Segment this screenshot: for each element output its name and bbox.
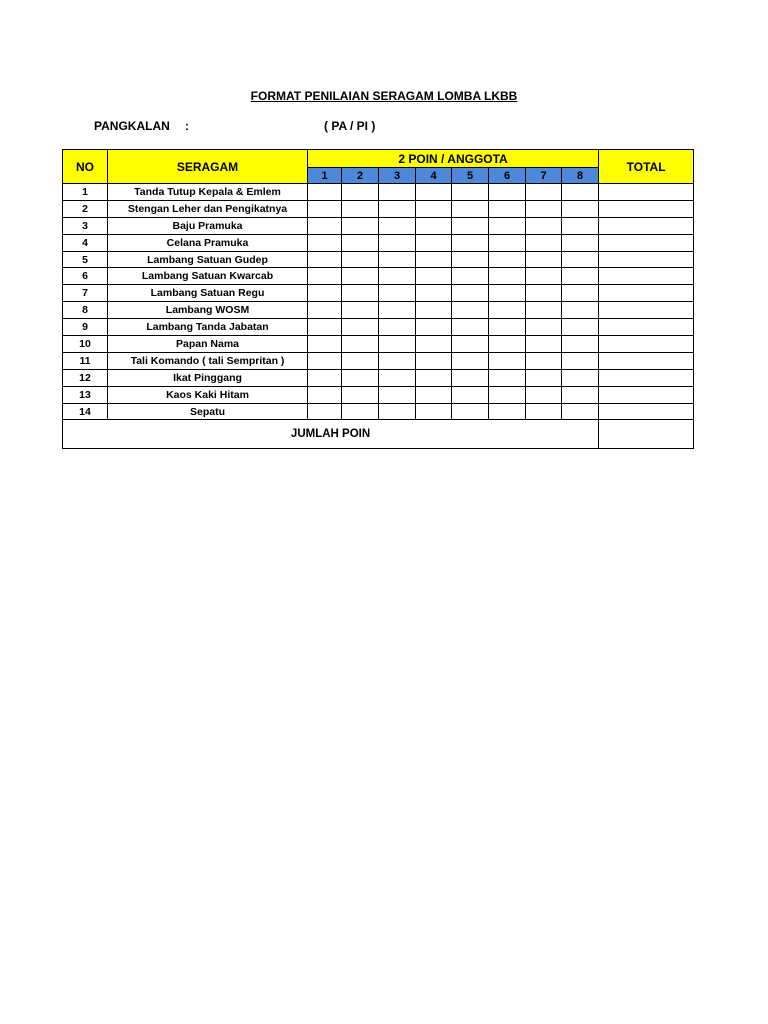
score-cell[interactable] bbox=[342, 403, 379, 420]
score-cell[interactable] bbox=[562, 369, 599, 386]
row-item: Sepatu bbox=[108, 403, 308, 420]
score-cell[interactable] bbox=[489, 184, 526, 201]
score-cell[interactable] bbox=[489, 352, 526, 369]
row-total-cell[interactable] bbox=[599, 302, 694, 319]
table-body bbox=[63, 184, 694, 420]
score-cell[interactable] bbox=[452, 352, 489, 369]
score-cell[interactable] bbox=[342, 369, 379, 386]
score-cell[interactable] bbox=[562, 234, 599, 251]
table-row bbox=[63, 352, 694, 369]
score-cell[interactable] bbox=[308, 319, 342, 336]
row-item: Tanda Tutup Kepala & Emlem bbox=[108, 184, 308, 201]
score-cell[interactable] bbox=[416, 184, 452, 201]
row-item: Lambang WOSM bbox=[108, 302, 308, 319]
score-cell[interactable] bbox=[526, 268, 562, 285]
table-row bbox=[63, 184, 694, 201]
score-cell[interactable] bbox=[489, 369, 526, 386]
score-cell[interactable] bbox=[452, 285, 489, 302]
row-number: 6 bbox=[63, 268, 108, 285]
score-cell[interactable] bbox=[379, 336, 416, 353]
row-number: 2 bbox=[63, 200, 108, 217]
score-cell[interactable] bbox=[489, 336, 526, 353]
row-number: 3 bbox=[63, 217, 108, 234]
score-cell[interactable] bbox=[379, 319, 416, 336]
score-cell[interactable] bbox=[379, 217, 416, 234]
header-total: TOTAL bbox=[599, 150, 694, 184]
row-total-cell[interactable] bbox=[599, 251, 694, 268]
score-cell[interactable] bbox=[452, 319, 489, 336]
score-cell[interactable] bbox=[526, 302, 562, 319]
score-cell[interactable] bbox=[342, 251, 379, 268]
score-cell[interactable] bbox=[562, 386, 599, 403]
row-item: Lambang Satuan Kwarcab bbox=[108, 268, 308, 285]
header-seragam: SERAGAM bbox=[108, 150, 308, 184]
row-number: 11 bbox=[63, 352, 108, 369]
score-cell[interactable] bbox=[308, 268, 342, 285]
score-cell[interactable] bbox=[562, 200, 599, 217]
table-row bbox=[63, 217, 694, 234]
pangkalan-colon: : bbox=[185, 119, 189, 133]
score-cell[interactable] bbox=[379, 184, 416, 201]
score-cell[interactable] bbox=[562, 352, 599, 369]
score-cell[interactable] bbox=[416, 217, 452, 234]
score-cell[interactable] bbox=[526, 403, 562, 420]
jumlah-poin-cell[interactable] bbox=[599, 420, 694, 449]
score-cell[interactable] bbox=[342, 184, 379, 201]
row-total-cell[interactable] bbox=[599, 234, 694, 251]
score-cell[interactable] bbox=[562, 217, 599, 234]
assessment-table bbox=[62, 149, 694, 449]
document-title bbox=[0, 89, 768, 103]
score-cell[interactable] bbox=[562, 251, 599, 268]
footer-row bbox=[63, 420, 694, 449]
score-cell[interactable] bbox=[526, 234, 562, 251]
score-cell[interactable] bbox=[452, 403, 489, 420]
table-row bbox=[63, 403, 694, 420]
member-column-header: 1 bbox=[308, 168, 342, 184]
table-row bbox=[63, 200, 694, 217]
score-cell[interactable] bbox=[308, 403, 342, 420]
score-cell[interactable] bbox=[452, 234, 489, 251]
score-cell[interactable] bbox=[526, 251, 562, 268]
score-cell[interactable] bbox=[452, 200, 489, 217]
table-row bbox=[63, 369, 694, 386]
row-number: 13 bbox=[63, 386, 108, 403]
row-total-cell[interactable] bbox=[599, 217, 694, 234]
score-cell[interactable] bbox=[308, 285, 342, 302]
score-cell[interactable] bbox=[379, 302, 416, 319]
score-cell[interactable] bbox=[379, 369, 416, 386]
score-cell[interactable] bbox=[342, 234, 379, 251]
score-cell[interactable] bbox=[416, 369, 452, 386]
score-cell[interactable] bbox=[308, 369, 342, 386]
row-item: Kaos Kaki Hitam bbox=[108, 386, 308, 403]
score-cell[interactable] bbox=[489, 234, 526, 251]
row-total-cell[interactable] bbox=[599, 319, 694, 336]
score-cell[interactable] bbox=[562, 268, 599, 285]
score-cell[interactable] bbox=[308, 217, 342, 234]
table-row bbox=[63, 336, 694, 353]
row-total-cell[interactable] bbox=[599, 200, 694, 217]
score-cell[interactable] bbox=[489, 268, 526, 285]
table-row bbox=[63, 386, 694, 403]
score-cell[interactable] bbox=[342, 352, 379, 369]
score-cell[interactable] bbox=[562, 319, 599, 336]
row-number: 10 bbox=[63, 336, 108, 353]
header-no: NO bbox=[63, 150, 108, 184]
score-cell[interactable] bbox=[526, 369, 562, 386]
score-cell[interactable] bbox=[526, 184, 562, 201]
row-total-cell[interactable] bbox=[599, 268, 694, 285]
row-number: 1 bbox=[63, 184, 108, 201]
table-row bbox=[63, 302, 694, 319]
score-cell[interactable] bbox=[379, 234, 416, 251]
document-title-text: FORMAT PENILAIAN SERAGAM LOMBA LKBB bbox=[250, 89, 518, 103]
table-row bbox=[63, 268, 694, 285]
score-cell[interactable] bbox=[489, 319, 526, 336]
score-cell[interactable] bbox=[489, 251, 526, 268]
member-column-header: 2 bbox=[342, 168, 379, 184]
score-cell[interactable] bbox=[379, 386, 416, 403]
score-cell[interactable] bbox=[489, 403, 526, 420]
score-cell[interactable] bbox=[416, 285, 452, 302]
row-total-cell[interactable] bbox=[599, 369, 694, 386]
row-number: 9 bbox=[63, 319, 108, 336]
score-cell[interactable] bbox=[379, 285, 416, 302]
pa-pi-label: ( PA / PI ) bbox=[324, 119, 376, 133]
score-cell[interactable] bbox=[452, 217, 489, 234]
score-cell[interactable] bbox=[379, 403, 416, 420]
score-cell[interactable] bbox=[342, 302, 379, 319]
row-total-cell[interactable] bbox=[599, 336, 694, 353]
row-number: 5 bbox=[63, 251, 108, 268]
score-cell[interactable] bbox=[489, 386, 526, 403]
score-cell[interactable] bbox=[526, 352, 562, 369]
score-cell[interactable] bbox=[342, 200, 379, 217]
score-cell[interactable] bbox=[416, 319, 452, 336]
pangkalan-label: PANGKALAN bbox=[94, 119, 170, 133]
row-item: Lambang Satuan Gudep bbox=[108, 251, 308, 268]
row-total-cell[interactable] bbox=[599, 184, 694, 201]
score-cell[interactable] bbox=[416, 234, 452, 251]
score-cell[interactable] bbox=[308, 302, 342, 319]
score-cell[interactable] bbox=[342, 217, 379, 234]
score-cell[interactable] bbox=[308, 200, 342, 217]
member-column-header: 5 bbox=[452, 168, 489, 184]
score-cell[interactable] bbox=[526, 200, 562, 217]
score-cell[interactable] bbox=[379, 200, 416, 217]
score-cell[interactable] bbox=[342, 285, 379, 302]
score-cell[interactable] bbox=[416, 352, 452, 369]
score-cell[interactable] bbox=[379, 352, 416, 369]
row-number: 12 bbox=[63, 369, 108, 386]
score-cell[interactable] bbox=[526, 319, 562, 336]
score-cell[interactable] bbox=[562, 302, 599, 319]
score-cell[interactable] bbox=[379, 268, 416, 285]
row-item: Lambang Satuan Regu bbox=[108, 285, 308, 302]
score-cell[interactable] bbox=[308, 352, 342, 369]
score-cell[interactable] bbox=[526, 217, 562, 234]
row-number: 8 bbox=[63, 302, 108, 319]
score-cell[interactable] bbox=[416, 386, 452, 403]
score-cell[interactable] bbox=[489, 200, 526, 217]
member-column-header: 7 bbox=[526, 168, 562, 184]
row-total-cell[interactable] bbox=[599, 285, 694, 302]
score-cell[interactable] bbox=[452, 251, 489, 268]
score-cell[interactable] bbox=[342, 268, 379, 285]
row-total-cell[interactable] bbox=[599, 403, 694, 420]
table-row bbox=[63, 234, 694, 251]
score-cell[interactable] bbox=[452, 369, 489, 386]
score-cell[interactable] bbox=[416, 268, 452, 285]
score-cell[interactable] bbox=[416, 403, 452, 420]
score-cell[interactable] bbox=[489, 217, 526, 234]
score-cell[interactable] bbox=[308, 336, 342, 353]
score-cell[interactable] bbox=[342, 386, 379, 403]
score-cell[interactable] bbox=[452, 302, 489, 319]
row-number: 4 bbox=[63, 234, 108, 251]
score-cell[interactable] bbox=[416, 200, 452, 217]
score-cell[interactable] bbox=[308, 234, 342, 251]
score-cell[interactable] bbox=[308, 251, 342, 268]
row-number: 14 bbox=[63, 403, 108, 420]
score-cell[interactable] bbox=[526, 336, 562, 353]
member-column-header: 4 bbox=[416, 168, 452, 184]
score-cell[interactable] bbox=[489, 302, 526, 319]
score-cell[interactable] bbox=[489, 285, 526, 302]
score-cell[interactable] bbox=[526, 386, 562, 403]
member-column-header: 3 bbox=[379, 168, 416, 184]
score-cell[interactable] bbox=[562, 184, 599, 201]
member-column-header: 6 bbox=[489, 168, 526, 184]
score-cell[interactable] bbox=[452, 268, 489, 285]
row-number: 7 bbox=[63, 285, 108, 302]
row-item: Baju Pramuka bbox=[108, 217, 308, 234]
row-item: Ikat Pinggang bbox=[108, 369, 308, 386]
score-cell[interactable] bbox=[342, 319, 379, 336]
score-cell[interactable] bbox=[416, 302, 452, 319]
score-cell[interactable] bbox=[416, 336, 452, 353]
row-total-cell[interactable] bbox=[599, 386, 694, 403]
table-row bbox=[63, 285, 694, 302]
score-cell[interactable] bbox=[308, 386, 342, 403]
table-row bbox=[63, 319, 694, 336]
row-item: Lambang Tanda Jabatan bbox=[108, 319, 308, 336]
score-cell[interactable] bbox=[452, 336, 489, 353]
score-cell[interactable] bbox=[526, 285, 562, 302]
row-item: Papan Nama bbox=[108, 336, 308, 353]
row-item: Tali Komando ( tali Semprit​an ) bbox=[108, 352, 308, 369]
score-cell[interactable] bbox=[562, 336, 599, 353]
row-total-cell[interactable] bbox=[599, 352, 694, 369]
jumlah-poin-label: JUMLAH POIN bbox=[63, 420, 599, 449]
score-cell[interactable] bbox=[562, 403, 599, 420]
member-column-header: 8 bbox=[562, 168, 599, 184]
score-cell[interactable] bbox=[452, 184, 489, 201]
header-poin-anggota: 2 POIN / ANGGOTA bbox=[308, 150, 599, 168]
table-row bbox=[63, 251, 694, 268]
score-cell[interactable] bbox=[562, 285, 599, 302]
score-cell[interactable] bbox=[452, 386, 489, 403]
row-item: Celana Pramuka bbox=[108, 234, 308, 251]
score-cell[interactable] bbox=[416, 251, 452, 268]
score-cell[interactable] bbox=[308, 184, 342, 201]
score-cell[interactable] bbox=[379, 251, 416, 268]
score-cell[interactable] bbox=[342, 336, 379, 353]
row-item: Stengan Leher dan Pengikatnya bbox=[108, 200, 308, 217]
